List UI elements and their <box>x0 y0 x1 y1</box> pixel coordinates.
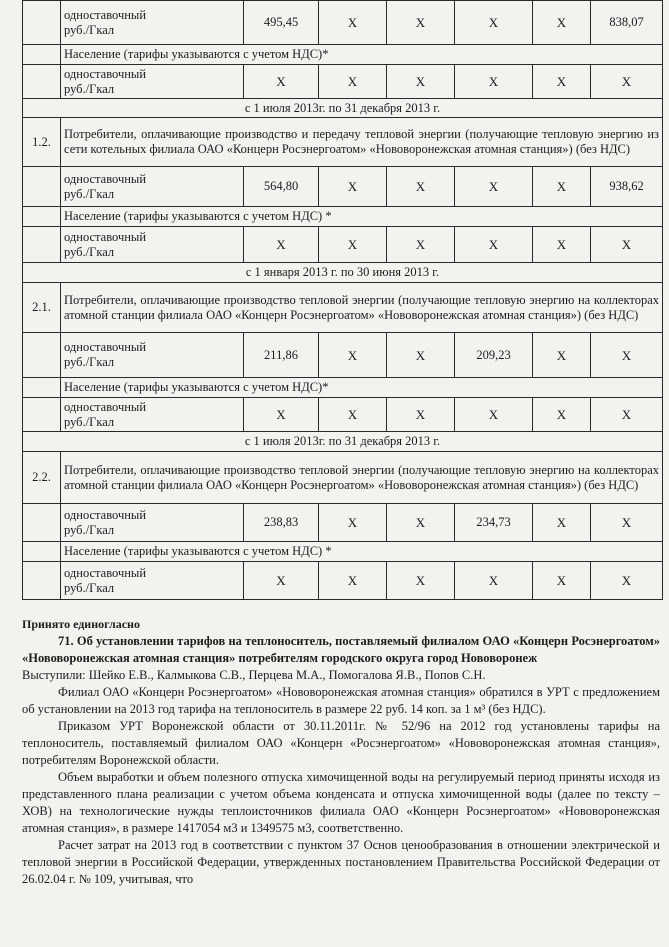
table-row <box>23 1 663 45</box>
num-cell <box>23 333 61 378</box>
x-mark: X <box>319 333 387 378</box>
table-row <box>23 378 663 398</box>
x-mark: X <box>455 227 533 263</box>
paragraph: Приказом УРТ Воронежской области от 30.11.2011г. № 52/96 на 2012 год установлены тарифы на теплоноситель, поставляемый филиалом ОАО «Концерн «Росэнергоатом» «Нововоронежская атомная станция», потребителям Воронежской области. <box>22 719 660 767</box>
num-cell <box>23 378 61 398</box>
population-label: Население (тарифы указываются с учетом НДС) * <box>61 542 663 562</box>
section-description: Потребители, оплачивающие производство и передачу тепловой энергии (получающие тепловую энергию из сети котельных филиала ОАО «Концерн Росэнергоатом» «Нововоронежская атомная станция») (без НДС) <box>61 118 663 167</box>
x-mark: X <box>533 1 591 45</box>
unit-label: одноставочный <box>64 507 147 522</box>
unit-label: руб./Гкал <box>64 414 115 429</box>
unit-cell <box>61 398 244 432</box>
x-mark: X <box>533 504 591 542</box>
accepted-note: Принято единогласно <box>22 617 140 631</box>
x-mark: X <box>455 167 533 207</box>
unit-cell <box>61 562 244 600</box>
tariff-value: 209,23 <box>455 333 533 378</box>
num-cell <box>23 207 61 227</box>
speakers-line: Выступили: Шейко Е.В., Калмыкова С.В., Перцева М.А., Помогалова Я.В., Попов С.Н. <box>22 668 486 682</box>
body-text <box>22 616 660 888</box>
x-mark: X <box>387 65 455 99</box>
unit-label: одноставочный <box>64 399 147 414</box>
unit-label: одноставочный <box>64 7 147 22</box>
table-row <box>23 333 663 378</box>
unit-label: одноставочный <box>64 340 147 354</box>
table-row <box>23 398 663 432</box>
num-cell <box>23 167 61 207</box>
num-cell <box>23 398 61 432</box>
x-mark: X <box>533 65 591 99</box>
x-mark: X <box>387 167 455 207</box>
x-mark: X <box>455 65 533 99</box>
section-number: 2.1. <box>23 283 61 333</box>
unit-cell <box>61 504 244 542</box>
num-cell <box>23 1 61 45</box>
unit-label: одноставочный <box>64 66 147 81</box>
x-mark: X <box>387 398 455 432</box>
table-row <box>23 542 663 562</box>
x-mark: X <box>591 398 663 432</box>
x-mark: X <box>591 227 663 263</box>
unit-label: руб./Гкал <box>64 244 115 259</box>
x-mark: X <box>319 65 387 99</box>
x-mark: X <box>387 333 455 378</box>
num-cell <box>23 562 61 600</box>
x-mark: X <box>455 398 533 432</box>
section-number: 1.2. <box>23 118 61 167</box>
table-row <box>23 207 663 227</box>
x-mark: X <box>244 398 319 432</box>
period-row <box>23 263 663 283</box>
num-cell <box>23 65 61 99</box>
period-label: с 1 июля 2013г. по 31 декабря 2013 г. <box>23 432 663 452</box>
unit-label: одноставочный <box>64 565 147 580</box>
unit-cell <box>61 227 244 263</box>
paragraph: Филиал ОАО «Концерн Росэнергоатом» «Нововоронежская атомная станция» обратился в УРТ с предложением об установлении на 2013 год тарифа на теплоноситель в размере 22 руб. 14 коп. за 1 м³ (без НДС). <box>22 685 660 716</box>
unit-label: руб./Гкал <box>64 580 115 595</box>
x-mark: X <box>591 562 663 600</box>
table-row <box>23 45 663 65</box>
x-mark: X <box>533 398 591 432</box>
x-mark: X <box>319 398 387 432</box>
unit-cell <box>61 167 244 207</box>
tariff-value: 838,07 <box>591 1 663 45</box>
x-mark: X <box>533 227 591 263</box>
num-cell <box>23 504 61 542</box>
unit-cell <box>61 333 244 378</box>
tariff-table <box>22 0 663 600</box>
num-cell <box>23 542 61 562</box>
x-mark: X <box>387 227 455 263</box>
population-label: Население (тарифы указываются с учетом НДС)* <box>61 45 663 65</box>
tariff-value: 238,83 <box>244 504 319 542</box>
table-row <box>23 65 663 99</box>
period-row <box>23 432 663 452</box>
period-label: с 1 июля 2013г. по 31 декабря 2013 г. <box>23 99 663 118</box>
population-label: Население (тарифы указываются с учетом НДС)* <box>61 378 663 398</box>
table-row <box>23 167 663 207</box>
num-cell <box>23 45 61 65</box>
unit-label: руб./Гкал <box>64 355 115 369</box>
x-mark: X <box>319 562 387 600</box>
paragraph: Объем выработки и объем полезного отпуска химочищенной воды на регулируемый период приняты исходя из представленного плана реализации с учетом объема конденсата и отпуска химочищенной воды (далее по тексту – ХОВ) на технологические нужды теплоисточников филиала ОАО «Концерн Росэнергоатом» «Нововоронежская атомная станция», в размере 1417054 м3 и 1349575 м3, соответственно. <box>22 770 660 835</box>
x-mark: X <box>319 167 387 207</box>
section-header-row <box>23 452 663 504</box>
x-mark: X <box>387 562 455 600</box>
period-label: с 1 января 2013 г. по 30 июня 2013 г. <box>23 263 663 283</box>
x-mark: X <box>533 333 591 378</box>
x-mark: X <box>244 227 319 263</box>
x-mark: X <box>533 167 591 207</box>
unit-cell <box>61 65 244 99</box>
x-mark: X <box>591 65 663 99</box>
tariff-value: 211,86 <box>244 333 319 378</box>
x-mark: X <box>533 562 591 600</box>
tariff-value: 495,45 <box>244 1 319 45</box>
tariff-value: 564,80 <box>244 167 319 207</box>
x-mark: X <box>387 1 455 45</box>
table-row <box>23 562 663 600</box>
x-mark: X <box>244 562 319 600</box>
x-mark: X <box>455 562 533 600</box>
section-header-row <box>23 283 663 333</box>
table-row <box>23 227 663 263</box>
x-mark: X <box>319 1 387 45</box>
section-description: Потребители, оплачивающие производство тепловой энергии (получающие тепловую энергию на коллекторах атомной станции филиала ОАО «Концерн Росэнергоатом» «Нововоронежская атомная станция») (без НДС) <box>61 452 663 504</box>
item-heading: 71. Об установлении тарифов на теплоноситель, поставляемый филиалом ОАО «Концерн Росэнергоатом» «Нововоронежская атомная станция» потребителям городского округа город Нововоронеж <box>22 634 660 665</box>
x-mark: X <box>319 227 387 263</box>
tariff-value: 938,62 <box>591 167 663 207</box>
x-mark: X <box>387 504 455 542</box>
unit-label: одноставочный <box>64 171 147 186</box>
unit-label: руб./Гкал <box>64 522 115 537</box>
num-cell <box>23 227 61 263</box>
period-row <box>23 99 663 118</box>
unit-label: руб./Гкал <box>64 81 115 96</box>
table-row <box>23 504 663 542</box>
tariff-value: 234,73 <box>455 504 533 542</box>
x-mark: X <box>319 504 387 542</box>
paragraph: Расчет затрат на 2013 год в соответствии с пунктом 37 Основ ценообразования в отношении электрической и тепловой энергии в Российской Федерации, утвержденных постановлением Правительства Российской Федерации от 26.02.04 г. № 109, учитывая, что <box>22 838 660 886</box>
section-header-row <box>23 118 663 167</box>
x-mark: X <box>591 333 663 378</box>
population-label: Население (тарифы указываются с учетом НДС) * <box>61 207 663 227</box>
x-mark: X <box>244 65 319 99</box>
x-mark: X <box>591 504 663 542</box>
unit-label: руб./Гкал <box>64 186 115 201</box>
x-mark: X <box>455 1 533 45</box>
section-number: 2.2. <box>23 452 61 504</box>
unit-cell <box>61 1 244 45</box>
section-description: Потребители, оплачивающие производство тепловой энергии (получающие тепловую энергию на коллекторах атомной станции филиала ОАО «Концерн Росэнергоатом» «Нововоронежская атомная станция») (без НДС) <box>61 283 663 333</box>
unit-label: руб./Гкал <box>64 22 115 37</box>
unit-label: одноставочный <box>64 229 147 244</box>
